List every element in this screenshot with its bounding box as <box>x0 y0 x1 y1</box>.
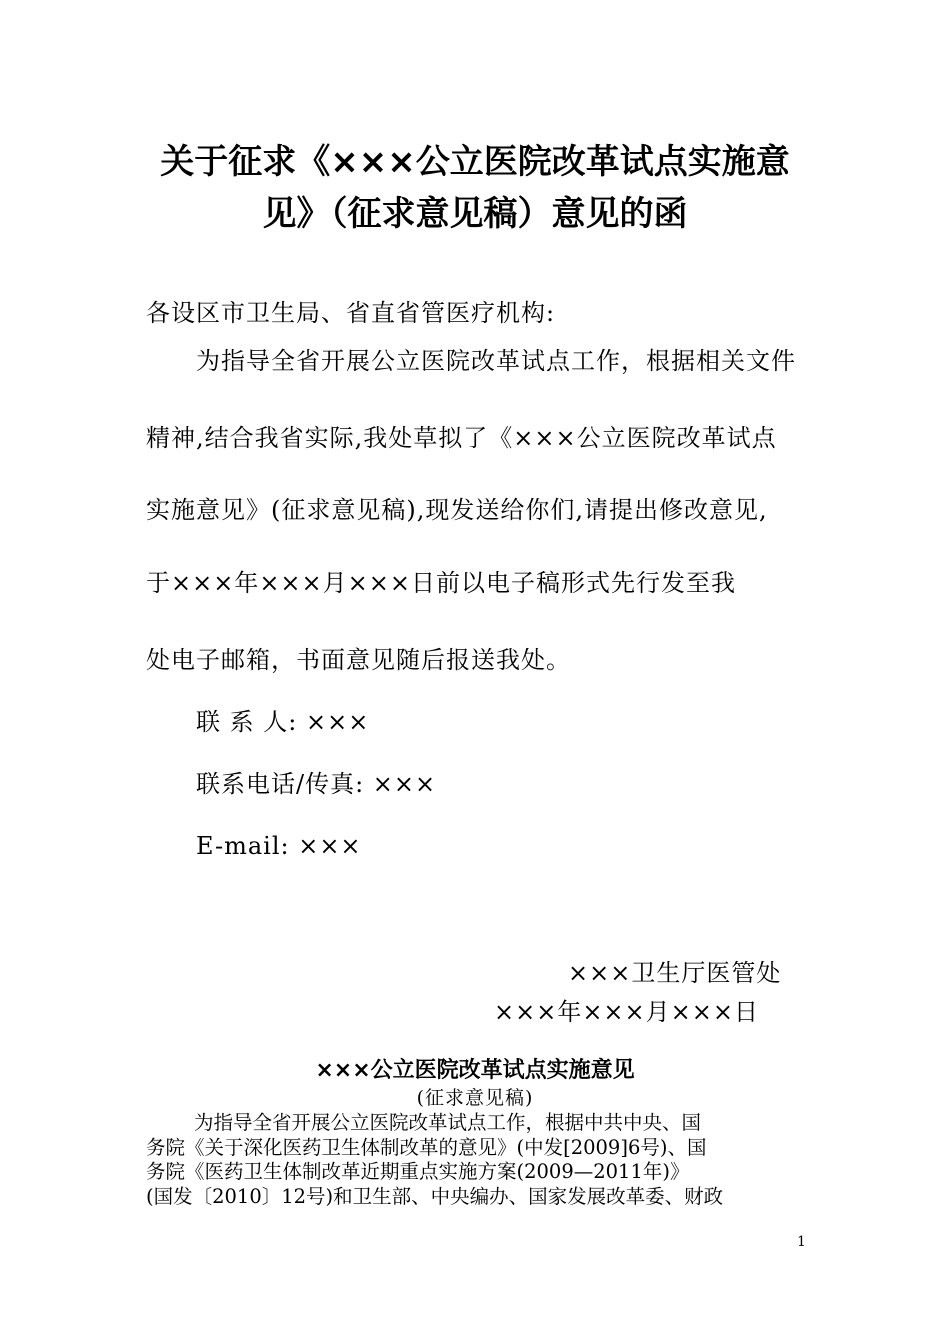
attachment-line: (国发〔2010〕12号)和卫生部、中央编办、国家发展改革委、财政 <box>146 1185 724 1208</box>
body-line: 处电子邮箱，书面意见随后报送我处。 <box>146 646 571 674</box>
contact-phone: 联系电话/传真: ××× <box>196 770 437 798</box>
signature-date: ×××年×××月×××日 <box>494 998 759 1026</box>
attachment-line: 务院《关于深化医药卫生体制改革的意见》(中发[2009]6号)、国 <box>146 1136 707 1159</box>
salutation: 各设区市卫生局、省直省管医疗机构: <box>146 299 556 327</box>
signature-org: ×××卫生厅医管处 <box>568 959 782 987</box>
body-line: 实施意见》(征求意见稿),现发送给你们,请提出修改意见, <box>146 496 768 524</box>
contact-person: 联 系 人: ××× <box>196 708 370 736</box>
letter-title-line-1: 关于征求《×××公立医院改革试点实施意 <box>160 142 790 182</box>
letter-title-line-2: 见》（征求意见稿）意见的函 <box>262 194 688 234</box>
attachment-subtitle: (征求意见稿) <box>416 1087 534 1109</box>
body-line: 为指导全省开展公立医院改革试点工作，根据相关文件 <box>196 347 796 375</box>
body-line: 精神,结合我省实际,我处草拟了《×××公立医院改革试点 <box>146 424 777 452</box>
attachment-line: 为指导全省开展公立医院改革试点工作，根据中共中央、国 <box>194 1111 702 1134</box>
page-number: 1 <box>797 1234 806 1250</box>
attachment-line: 务院《医药卫生体制改革近期重点实施方案(2009—2011年)》 <box>146 1160 690 1183</box>
body-line: 于×××年×××月×××日前以电子稿形式先行发至我 <box>146 569 736 597</box>
attachment-title: ×××公立医院改革试点实施意见 <box>315 1058 635 1083</box>
contact-email: E-mail: ××× <box>196 832 362 860</box>
